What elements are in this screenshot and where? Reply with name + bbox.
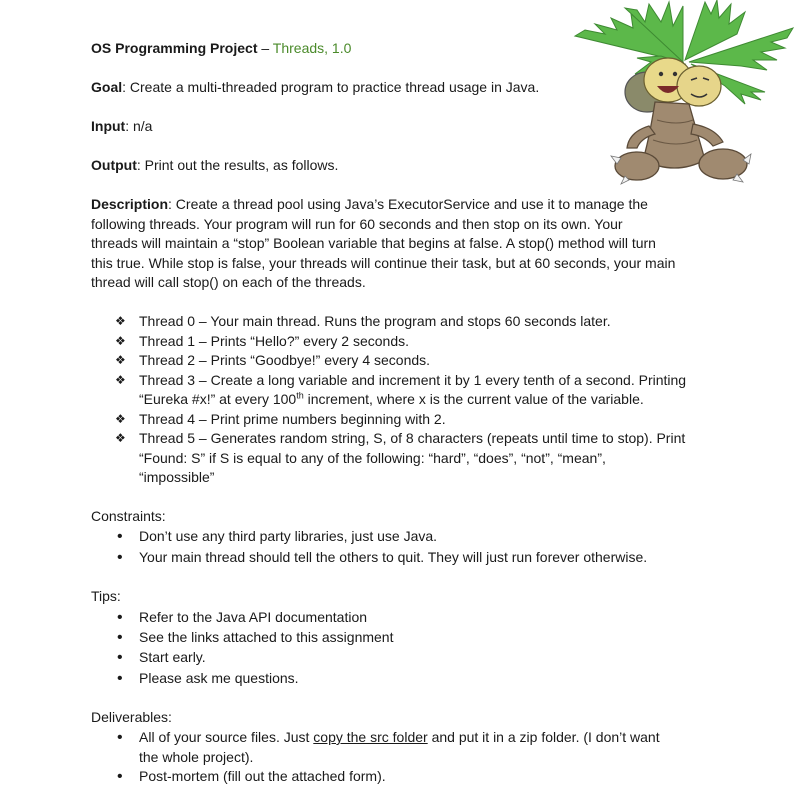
dot-bullet-icon: • [117, 768, 123, 785]
tip-item: Start early. [139, 649, 206, 665]
tip-item: See the links attached to this assignment [139, 629, 394, 645]
deliverable-text-a: All of your source files. Just [139, 729, 314, 745]
thread-0-item: Thread 0 – Your main thread. Runs the program and stops 60 seconds later. [139, 313, 611, 329]
constraint-item: Your main thread should tell the others to quit. They will just run forever otherwise. [139, 549, 648, 565]
description-label: Description [91, 196, 169, 212]
palm-creature-illustration [565, 0, 796, 190]
description-line-3: threads will maintain a “stop” Boolean variable that begins at false. A stop() method will turn [91, 235, 656, 251]
document-title [91, 39, 351, 59]
thread-5-item: Thread 5 – Generates random string, S, of 8 characters (repeats until time to stop). Print [139, 430, 686, 446]
dot-bullet-icon: • [117, 729, 123, 746]
thread-4-item: Thread 4 – Print prime numbers beginning with 2. [139, 410, 446, 427]
project-title: OS Programming Project [91, 40, 258, 56]
diamond-bullet-icon: ❖ [115, 353, 126, 367]
output-line [91, 156, 338, 176]
thread-3-text-b: increment, where x is the current value of the variable. [303, 391, 644, 407]
diamond-bullet-icon: ❖ [115, 314, 126, 328]
thread-2-item: Thread 2 – Prints “Goodbye!” every 4 seconds. [139, 352, 431, 368]
goal-text: : Create a multi-threaded program to practice thread usage in Java. [122, 79, 540, 95]
dot-bullet-icon: • [117, 549, 123, 566]
tip-item: Refer to the Java API documentation [139, 609, 368, 625]
dot-bullet-icon: • [117, 528, 123, 545]
src-folder-link[interactable]: copy the src folder [313, 729, 428, 745]
constraint-item: Don’t use any third party libraries, just use Java. [139, 528, 438, 544]
dot-bullet-icon: • [117, 670, 123, 687]
deliverable-item [139, 728, 660, 748]
thread-3-text-a: “Eureka #x!” at every 100 [139, 391, 297, 407]
diamond-bullet-icon: ❖ [115, 411, 126, 426]
constraints-heading: Constraints: [91, 508, 166, 524]
dot-bullet-icon: • [117, 629, 123, 646]
description-text: : Create a thread pool using Java’s ExecutorService and use it to manage the [168, 196, 648, 212]
output-label: Output [91, 157, 137, 173]
tip-item: Please ask me questions. [139, 670, 299, 686]
description-line-2: following threads. Your program will run for 60 seconds and then stop on its own. Your [91, 215, 623, 232]
goal-label: Goal [91, 79, 123, 95]
thread-3-item: Thread 3 – Create a long variable and increment it by 1 every tenth of a second. Printing [139, 371, 687, 388]
description-line-1 [91, 195, 648, 215]
deliverables-heading: Deliverables: [91, 709, 172, 725]
deliverable-text-b: and put it in a zip folder. (I don’t want [427, 729, 660, 745]
thread-3-item-line-2 [139, 390, 644, 410]
diamond-bullet-icon: ❖ [115, 372, 126, 387]
title-dash: – [257, 40, 273, 56]
description-line-5: thread will call stop() on each of the threads. [91, 274, 366, 290]
input-label: Input [91, 118, 126, 134]
diamond-bullet-icon: ❖ [115, 333, 126, 348]
diamond-bullet-icon: ❖ [115, 431, 126, 445]
thread-1-item: Thread 1 – Prints “Hello?” every 2 seconds. [139, 332, 410, 349]
creature-body-icon [611, 102, 751, 184]
goal-line [91, 78, 539, 98]
deliverable-item-line-2: the whole project). [139, 748, 254, 765]
thread-5-item-line-3: “impossible” [139, 469, 215, 485]
tips-heading: Tips: [91, 588, 121, 604]
input-line [91, 117, 152, 137]
output-text: : Print out the results, as follows. [136, 157, 339, 173]
dot-bullet-icon: • [117, 609, 123, 626]
thread-3-superscript: th [296, 390, 304, 401]
thread-5-item-line-2: “Found: S” if S is equal to any of the following: “hard”, “does”, “not”, “mean”, [139, 449, 606, 466]
dot-bullet-icon: • [117, 649, 123, 666]
project-subtitle: Threads, 1.0 [272, 40, 352, 56]
deliverable-item: Post-mortem (fill out the attached form). [139, 768, 386, 784]
description-line-4: this true. While stop is false, your threads will continue their task, but at 60 seconds, your main [91, 254, 676, 271]
input-text: : n/a [125, 118, 153, 134]
